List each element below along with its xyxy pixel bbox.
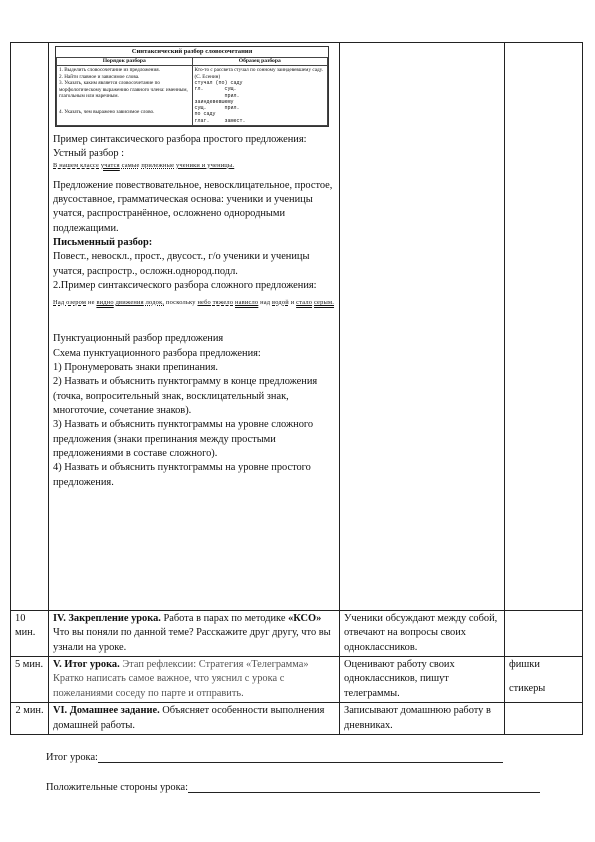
written-analysis-label: Письменный разбор: <box>53 236 153 248</box>
time-cell: 5 мин. <box>11 657 49 703</box>
analysis-col-sample: Образец разбора <box>192 58 328 66</box>
sentence-word: тяжело <box>212 299 234 307</box>
sentence-word: учатся <box>100 161 120 169</box>
time-cell: 10 мин. <box>11 611 49 657</box>
oral-analysis-text: Предложение повествовательное, невосклицательное, простое, двусоставное, грамматическая основа: ученики и ученицы учатся, распространённое, осложнено однородными подлежащими. <box>53 179 333 234</box>
lesson-summary-label: Итог урока: <box>46 752 98 763</box>
lesson-plan-table <box>10 42 583 735</box>
sentence-word: В нашем классе <box>53 161 100 169</box>
stage-title: IV. Закрепление урока. <box>53 613 161 624</box>
analysis-step: 3. Указать, каким является словосочетание по морфологическому выражению главного члена: именным, глагольным или наречным. <box>59 80 188 100</box>
sentence-word: прилежные <box>141 161 175 169</box>
content-cell <box>49 611 340 657</box>
sentence-word: видно <box>96 299 114 307</box>
positive-aspects-label: Положительные стороны урока: <box>46 782 188 793</box>
lesson-summary-line <box>46 752 503 763</box>
content-cell <box>49 657 340 703</box>
students-cell <box>340 43 505 611</box>
sentence-word: водой <box>272 299 289 307</box>
sentence-word: движения <box>115 299 144 307</box>
analysis-sample: Кто-то с рассвета стучал по сонному заиндевевшему саду. (С. Есенин) <box>194 67 324 80</box>
analysis-scheme: стучал (по) саду гл. сущ. прил. заиндевевшему сущ. прил. по саду глаг. замест. <box>194 80 246 124</box>
resources-cell <box>505 611 583 657</box>
sentence-word: самые <box>121 161 140 169</box>
table-row <box>11 611 583 657</box>
stage-title: VI. Домашнее задание. <box>53 705 160 717</box>
example-sentence-simple <box>53 162 335 171</box>
stage-title: V. Итог урока. <box>53 659 120 671</box>
analysis-reference-table <box>55 46 329 127</box>
students-cell: Записывают домашнюю работу в дневниках. <box>340 703 505 735</box>
sentence-word: поскольку <box>166 299 196 307</box>
analysis-step: 4. Указать, чем выражено зависимое слово. <box>59 108 155 115</box>
blank-line <box>98 762 503 763</box>
sentence-word: стало <box>296 299 313 307</box>
list-item: 1) Пронумеровать знаки препинания. <box>53 361 218 373</box>
stage-text: Работа в парах по методике <box>160 613 289 624</box>
punctuation-scheme-heading: Схема пунктуационного разбора предложения: <box>53 347 261 359</box>
resources-cell <box>505 657 583 703</box>
punctuation-heading: Пунктуационный разбор предложения <box>53 333 224 345</box>
sentence-word: нависло <box>234 299 259 307</box>
students-cell: Оценивают работу своих одноклассников, пишут телеграммы. <box>340 657 505 703</box>
written-analysis-text: Повест., невоскл., прост., двусост., г/о ученики и ученицы учатся, распростр., осложн.однород.подл. <box>53 251 310 277</box>
content-cell <box>49 43 340 611</box>
example-sentence-complex <box>53 299 335 308</box>
table-row <box>11 703 583 735</box>
sentence-word: небо <box>197 299 211 307</box>
blank-line <box>188 792 540 793</box>
students-cell: Ученики обсуждают между собой, отвечают на вопросы своих одноклассников. <box>340 611 505 657</box>
resource-item: стикеры <box>509 683 546 695</box>
sentence-word: над <box>260 299 271 307</box>
example-heading: Пример синтаксического разбора простого предложения: <box>53 133 307 145</box>
resource-item: фишки <box>509 659 540 671</box>
sentence-word: серым. <box>313 299 335 307</box>
time-cell <box>11 43 49 611</box>
analysis-step: 1. Выделить словосочетание из предложения. <box>59 67 160 74</box>
sentence-word: и <box>288 299 297 307</box>
stage-text: Этап рефлексии: Стратегия «Телеграмма» Кратко написать самое важное, что уяснил с урока с пожеланиями соседу по парте и отправить. <box>53 659 309 699</box>
stage-text: Объясняет особенности выполнения домашней работы. <box>53 705 325 731</box>
oral-analysis-label: Устный разбор : <box>53 148 125 160</box>
analysis-col-order: Порядок разбора <box>57 58 193 66</box>
list-item: 2) Назвать и объяснить пунктограмму в конце предложения (точка, вопросительный знак, восклицательный знак, многоточие, сочетание знаков). <box>53 376 318 417</box>
list-item: 4) Назвать и объяснить пунктограммы на уровне простого предложения. <box>53 462 311 488</box>
sentence-word: не <box>86 299 97 307</box>
sentence-word: лодок, <box>145 299 165 307</box>
time-cell: 2 мин. <box>11 703 49 735</box>
resources-cell <box>505 703 583 735</box>
method-name: «КСО» <box>288 613 322 624</box>
sentence-word: ученики и ученицы. <box>176 161 235 169</box>
sentence-word: Над озером <box>53 299 87 307</box>
resources-cell <box>505 43 583 611</box>
table-row <box>11 43 583 611</box>
table-row <box>11 657 583 703</box>
stage-text: Что вы поняли по данной теме? Расскажите друг другу, что вы узнали на уроке. <box>53 627 331 653</box>
analysis-step: 2. Найти главное и зависимое слова. <box>59 73 140 80</box>
complex-example-heading: 2.Пример синтаксического разбора сложного предложения: <box>53 280 317 292</box>
analysis-title: Синтаксический разбор словосочетания <box>131 48 253 55</box>
content-cell <box>49 703 340 735</box>
list-item: 3) Назвать и объяснить пунктограммы на уровне сложного предложения (знаки препинания между простыми предложениями в составе сложного). <box>53 419 314 460</box>
positive-aspects-line <box>46 782 540 793</box>
